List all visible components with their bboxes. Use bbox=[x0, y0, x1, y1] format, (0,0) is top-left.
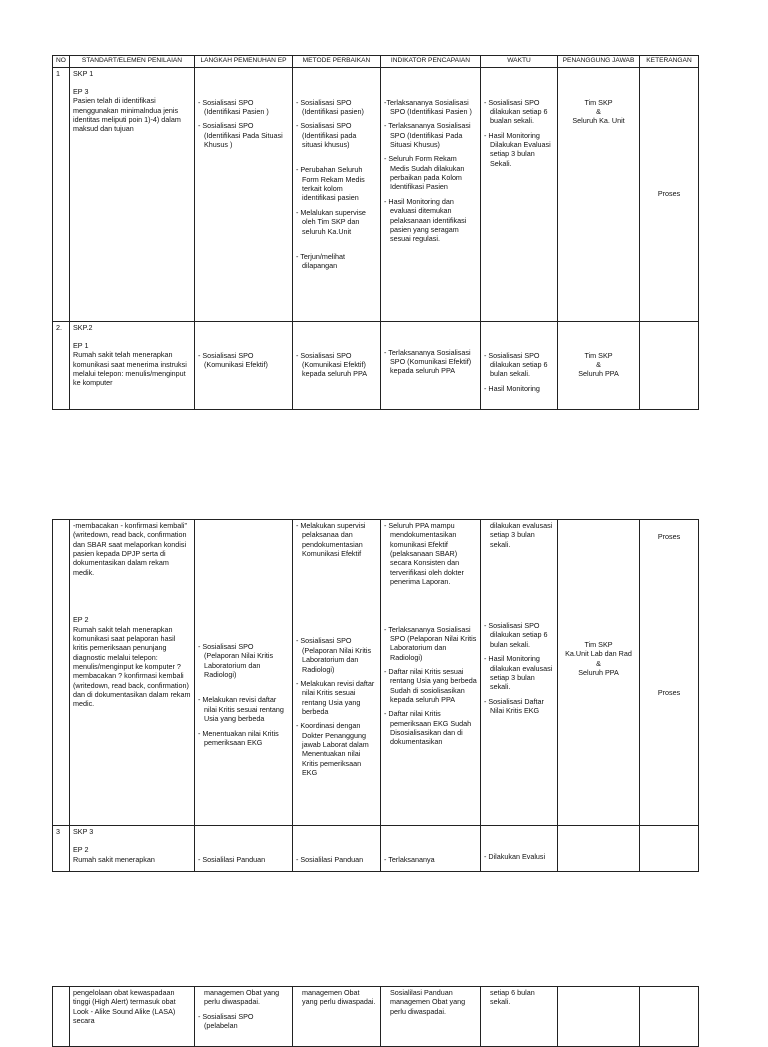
standard-text: Pasien telah di identifikasi menggunakan minimalndua jenis identitas meliputi poin 1)-4) dalam maksud dan tujuan bbox=[73, 96, 181, 134]
waktu-item: - Sosialisasi SPO dilakukan setiap 6 bulan sekali. bbox=[484, 621, 548, 649]
header-standard: STANDART/ELEMEN PENILAIAN bbox=[70, 56, 195, 68]
pj-line: Tim SKP bbox=[584, 640, 613, 649]
indikator-item: - Terlaksananya Sosialisasi SPO (Identifikasi Pada Situasi Khusus) bbox=[384, 121, 471, 149]
pj-line: & bbox=[596, 359, 601, 369]
langkah-item: - Sosialisasi SPO (Pelaporan Nilai Kritis Laboratorium dan Radiologi) bbox=[198, 642, 274, 680]
langkah-item: - Sosialisasi SPO (Komunikasi Efektif) bbox=[198, 350, 268, 369]
indikator-item: - Seluruh Form Rekam Medis Sudah dilakukan perbaikan pada Kolom Identifikasi Pasien bbox=[384, 154, 465, 192]
pj-line: Seluruh PPA bbox=[578, 369, 619, 379]
waktu-cell bbox=[481, 520, 558, 826]
indikator-item: - Hasil Monitoring dan evaluasi ditemukan pelaksanaan identifikasi pasien yang seragam sesuai regulasi. bbox=[384, 196, 467, 244]
indikator-cell bbox=[381, 987, 481, 1047]
table-row bbox=[53, 520, 699, 826]
pj-cell bbox=[558, 826, 640, 872]
waktu-item: dilakukan evalusasi setiap 3 bulan sekali. bbox=[490, 521, 553, 549]
standard-title: SKP 1 bbox=[73, 68, 94, 78]
langkah-item: - Menentuakan nilai Kritis pemeriksaan EKG bbox=[198, 728, 279, 747]
langkah-item: managemen Obat yang perlu diwaspadai. bbox=[204, 988, 280, 1007]
standard-text: Rumah sakit telah menerapkan komunikasi saat pelaporan hasil kritis pemeriksaan penunjang diagnostic melalui telepon: menulis/menginput ke komputer ? membacakan ? konfirmasi kembali (writedown, read back, confirmation) dan di dokumentasikan dalam rekam medic. bbox=[73, 624, 191, 709]
row-number bbox=[53, 520, 70, 826]
pj-line: Tim SKP bbox=[584, 97, 613, 107]
standard-title: SKP 3 bbox=[73, 827, 94, 836]
langkah-cell bbox=[195, 67, 293, 321]
keterangan-cell bbox=[640, 321, 699, 409]
pj-cell bbox=[558, 321, 640, 409]
status-text: Proses bbox=[657, 532, 681, 541]
langkah-item: - Sosialisasi SPO (Identifikasi Pasien ) bbox=[198, 97, 269, 116]
header-row bbox=[53, 56, 699, 68]
indikator-cell bbox=[381, 321, 481, 409]
status-text: Proses bbox=[657, 188, 681, 198]
langkah-item: - Sosialisasi SPO (pelabelan bbox=[198, 1011, 254, 1031]
langkah-item: - Melakukan revisi daftar nilai Kritis sesuai rentang Usia yang berbeda bbox=[198, 695, 284, 724]
pj-line: & bbox=[596, 106, 601, 116]
standard-cell bbox=[70, 826, 195, 872]
metode-item: - Melakukan revisi daftar nilai Kritis sesuai rentang Usia yang berbeda bbox=[296, 678, 375, 716]
page2-table bbox=[52, 519, 699, 872]
waktu-item: - Sosialisasi SPO dilakukan setiap 6 bulan sekali. bbox=[484, 350, 548, 379]
standard-ep: EP 2 bbox=[73, 615, 89, 625]
waktu-item: - Sosialisasi SPO dilakukan setiap 6 bualan sekali. bbox=[484, 97, 548, 126]
waktu-item: - Sosialisasi Daftar Nilai Kritis EKG bbox=[484, 696, 544, 715]
waktu-cell bbox=[481, 987, 558, 1047]
metode-cell bbox=[293, 321, 381, 409]
metode-item: - Sosialisasi SPO (Komunikasi Efektif) kepada seluruh PPA bbox=[296, 350, 367, 379]
page3-table bbox=[52, 986, 699, 1047]
standard-ep: EP 3 bbox=[73, 86, 89, 96]
keterangan-cell bbox=[640, 67, 699, 321]
pj-line: Seluruh PPA bbox=[578, 668, 619, 678]
status-text: Proses bbox=[657, 688, 681, 698]
standard-text: Rumah sakit telah menerapkan komunikasi saat menerima instruksi melalui telepon: menulis/menginput ke komputer bbox=[73, 350, 187, 388]
metode-item: - Sosialisasi SPO (Identifikasi pasien) bbox=[296, 97, 364, 116]
header-keterangan: KETERANGAN bbox=[640, 56, 699, 68]
pj-cell bbox=[558, 987, 640, 1047]
row-number: 2. bbox=[53, 321, 70, 409]
metode-item: - Sosialisasi SPO (Identifikasi pada situasi khusus) bbox=[296, 121, 357, 149]
standard-title: SKP.2 bbox=[73, 322, 93, 332]
standard-cell bbox=[70, 520, 195, 826]
table-row bbox=[53, 321, 699, 409]
standard-cell bbox=[70, 321, 195, 409]
pj-cell bbox=[558, 520, 640, 826]
metode-cell bbox=[293, 520, 381, 826]
pj-line: Seluruh Ka. Unit bbox=[572, 116, 625, 126]
keterangan-cell bbox=[640, 987, 699, 1047]
waktu-cell bbox=[481, 826, 558, 872]
pj-line: & bbox=[596, 658, 601, 668]
waktu-item: - Dilakukan Evalusi bbox=[484, 852, 546, 861]
standard-text: pengelolaan obat kewaspadaan tinggi (High Alert) termasuk obat Look - Alike Sound Alike (LASA) secara bbox=[73, 988, 176, 1026]
langkah-cell bbox=[195, 321, 293, 409]
waktu-item: - Hasil Monitoring Dilakukan Evaluasi setiap 3 bulan Sekali. bbox=[484, 130, 551, 168]
indikator-cell bbox=[381, 520, 481, 826]
langkah-item: - Sosialisasi SPO (Identifikasi Pada Situasi Khusus ) bbox=[198, 121, 283, 149]
standard-text: Rumah sakit menerapkan bbox=[73, 854, 155, 864]
indikator-cell bbox=[381, 826, 481, 872]
row-number: 1 bbox=[53, 67, 70, 321]
langkah-cell bbox=[195, 987, 293, 1047]
indikator-cell bbox=[381, 67, 481, 321]
metode-item: managemen Obat yang perlu diwaspadai. bbox=[302, 988, 376, 1007]
header-no: NO bbox=[53, 56, 70, 68]
metode-item: - Melalukan supervise oleh Tim SKP dan seluruh Ka.Unit bbox=[296, 207, 366, 236]
indikator-item: - Daftar nilai Kritis sesuai rentang Usia yang berbeda Sudah di sosiolisasikan kepada seluruh PPA bbox=[384, 666, 477, 705]
metode-item: - Sosialilasi Panduan bbox=[296, 855, 364, 864]
indikator-item: - Terlaksananya bbox=[384, 855, 435, 864]
page1-table bbox=[52, 55, 699, 410]
metode-cell bbox=[293, 826, 381, 872]
row-number bbox=[53, 987, 70, 1047]
waktu-item: - Hasil Monitoring bbox=[484, 383, 540, 393]
indikator-item: - Daftar nilai Kritis pemeriksaan EKG Sudah Disosialisasikan dan di dokumentasikan bbox=[384, 709, 472, 747]
table-row bbox=[53, 67, 699, 321]
waktu-item: - Hasil Monitoring dilakukan evalusasi setiap 3 bulan sekali. bbox=[484, 654, 553, 692]
metode-cell bbox=[293, 67, 381, 321]
keterangan-cell bbox=[640, 520, 699, 826]
pj-line: Ka.Unit Lab dan Rad bbox=[565, 649, 632, 659]
indikator-item: - Terlaksananya Sosialisasi SPO (Komunikasi Efektif) kepada seluruh PPA bbox=[384, 347, 472, 376]
pj-cell bbox=[558, 67, 640, 321]
indikator-item: - Terlaksananya Sosialisasi SPO (Pelaporan Nilai Kritis Laboratorium dan Radiologi) bbox=[384, 624, 477, 662]
header-indikator: INDIKATOR PENCAPAIAN bbox=[381, 56, 481, 68]
pj-line: Tim SKP bbox=[584, 350, 613, 360]
header-metode: METODE PERBAIKAN bbox=[293, 56, 381, 68]
keterangan-cell bbox=[640, 826, 699, 872]
table-row bbox=[53, 987, 699, 1047]
metode-item: - Koordinasi dengan Dokter Penanggung jawab Laborat dalam Menentuakan nilai Kritis pemeriksaan EKG bbox=[296, 721, 369, 778]
metode-item: - Melakukan supervisi pelaksanaa dan pendokumentasian Komunikasi Efektif bbox=[296, 521, 366, 559]
waktu-cell bbox=[481, 67, 558, 321]
waktu-cell bbox=[481, 321, 558, 409]
langkah-cell bbox=[195, 520, 293, 826]
indikator-item: - Seluruh PPA mampu mendokumentasikan komunikasi Efektif (pelaksanaan SBAR) secara Konsisten dan terverifikasi oleh dokter penerima Laporan. bbox=[384, 521, 464, 587]
standard-text: -membacakan - konfirmasi kembali” (writedown, read back, confirmation dan SBAR saat melaporkan kondisi pasien kepada DPJP serta di dokumentasikan dalam rekam medik. bbox=[73, 521, 187, 577]
standard-cell bbox=[70, 67, 195, 321]
indikator-item: Sosialilasi Panduan managemen Obat yang perlu diwaspadai. bbox=[390, 988, 466, 1016]
metode-item: - Terjun/melihat dilapangan bbox=[296, 251, 346, 271]
metode-cell bbox=[293, 987, 381, 1047]
row-number: 3 bbox=[53, 826, 70, 872]
langkah-item: - Sosialilasi Panduan bbox=[198, 855, 266, 864]
standard-ep: EP 2 bbox=[73, 845, 89, 855]
metode-item: - Sosialisasi SPO (Pelaporan Nilai Kritis Laboratorium dan Radiologi) bbox=[296, 636, 372, 674]
header-waktu: WAKTU bbox=[481, 56, 558, 68]
header-langkah: LANGKAH PEMENUHAN EP bbox=[195, 56, 293, 68]
table-row bbox=[53, 826, 699, 872]
langkah-cell bbox=[195, 826, 293, 872]
header-penanggung-jawab: PENANGGUNG JAWAB bbox=[558, 56, 640, 68]
metode-item: - Perubahan Seluruh Form Rekam Medis terkait kolom identifikasi pasien bbox=[296, 165, 365, 203]
standard-cell bbox=[70, 987, 195, 1047]
waktu-item: setiap 6 bulan sekali. bbox=[490, 988, 535, 1007]
standard-ep: EP 1 bbox=[73, 340, 89, 350]
indikator-item: -Terlaksananya Sosialisasi SPO (Identifikasi Pasien ) bbox=[384, 97, 472, 116]
